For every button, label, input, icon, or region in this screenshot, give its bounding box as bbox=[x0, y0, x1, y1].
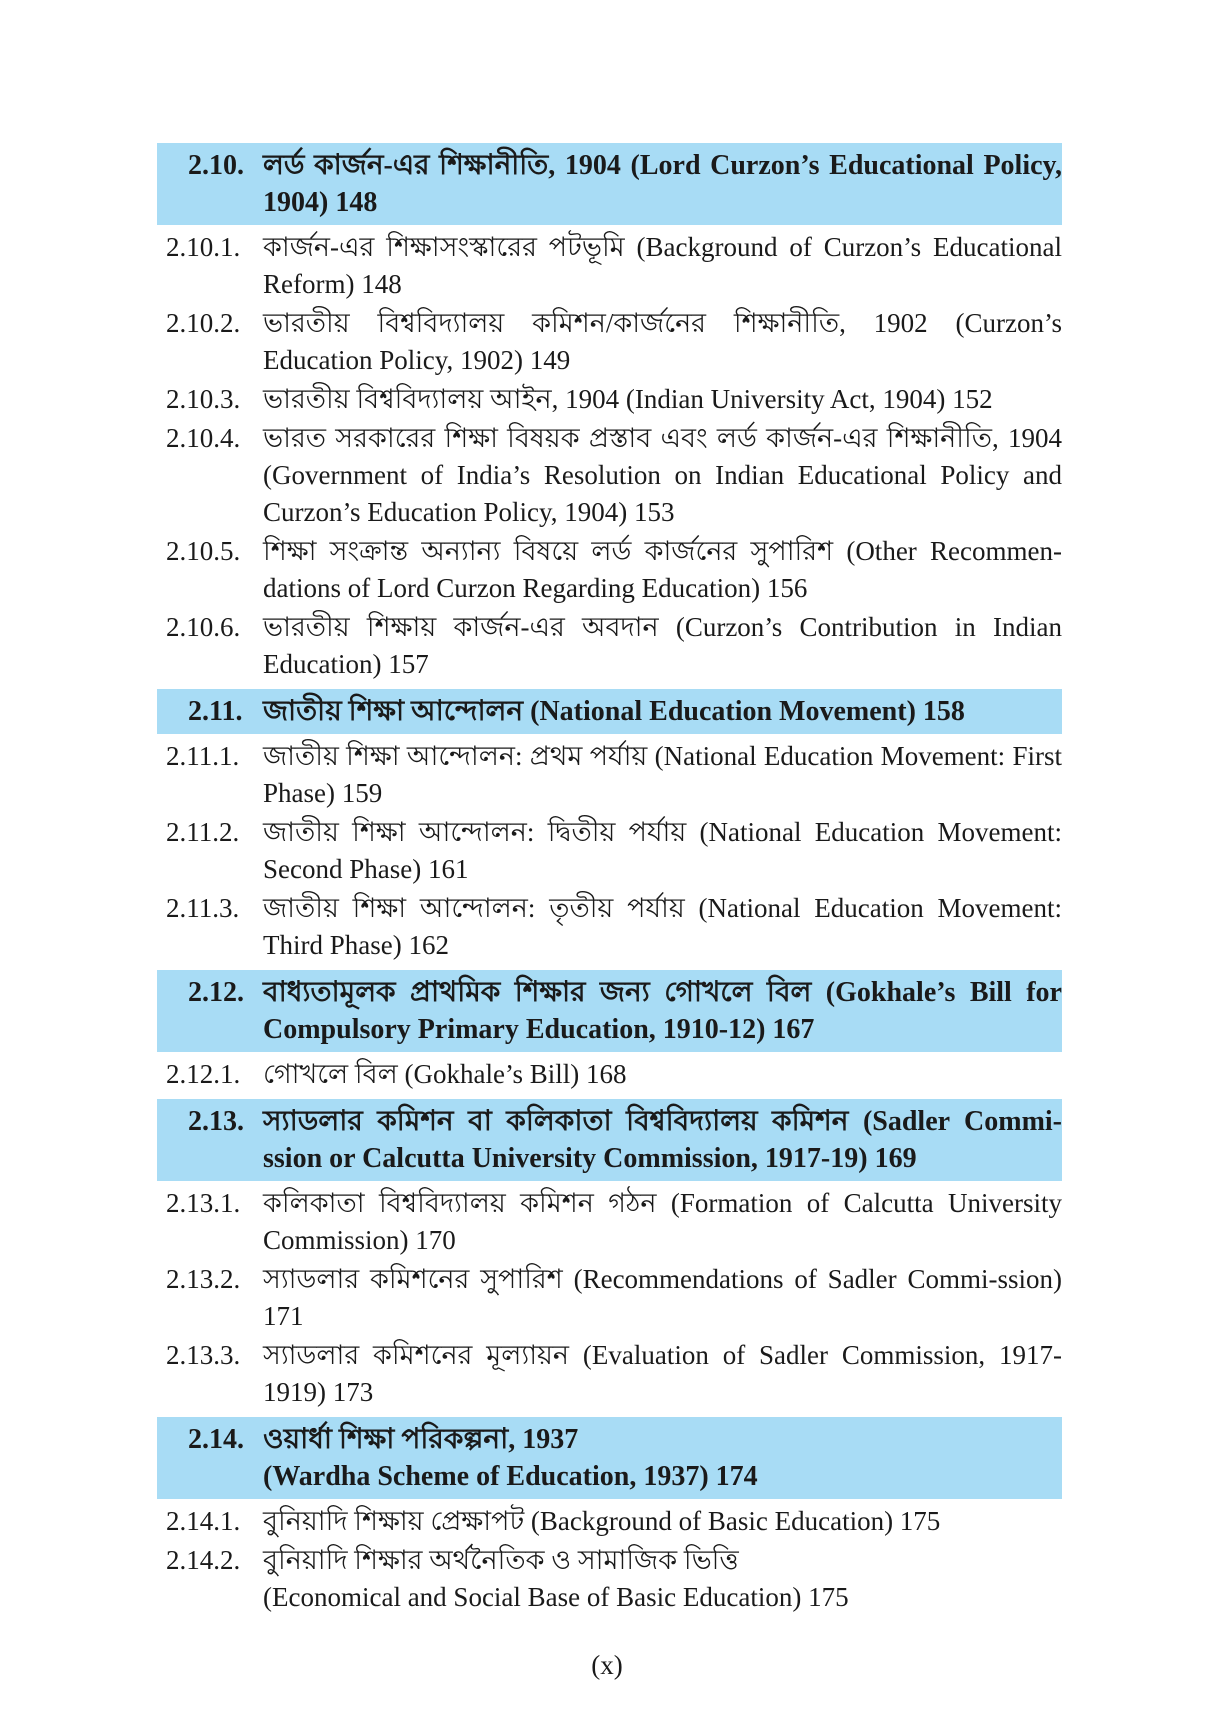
toc-entry bbox=[157, 738, 1062, 812]
entry-number: 2.13.3. bbox=[166, 1340, 241, 1370]
section-title: স্যাডলার কমিশন বা কলিকাতা বিশ্ববিদ্যালয় কমিশন (Sadler Commi-ssion or Calcutta University Commission, 1917-19) 169 bbox=[263, 1106, 1062, 1174]
toc-entry bbox=[157, 1337, 1062, 1411]
entry-title: ভারতীয় বিশ্ববিদ্যালয় কমিশন/কার্জনের শিক্ষানীতি, 1902 (Curzon’s Education Policy, 1902) 149 bbox=[263, 308, 1062, 375]
table-of-contents bbox=[157, 143, 1062, 1618]
section-title-english: (Wardha Scheme of Education, 1937) 174 bbox=[263, 1461, 758, 1492]
entry-title: জাতীয় শিক্ষা আন্দোলন: দ্বিতীয় পর্যায় (National Education Movement: Second Phase) 161 bbox=[263, 817, 1062, 884]
section-title-block bbox=[263, 1421, 1062, 1495]
entry-number: 2.11.3. bbox=[166, 893, 240, 923]
toc-entry bbox=[157, 1056, 1062, 1093]
section-title: ওয়ার্ধা শিক্ষা পরিকল্পনা, 1937 bbox=[263, 1424, 579, 1455]
entry-title: জাতীয় শিক্ষা আন্দোলন: প্রথম পর্যায় (National Education Movement: First Phase) 159 bbox=[263, 741, 1062, 808]
entry-number: 2.11.1. bbox=[166, 741, 240, 771]
page-number: (x) bbox=[591, 1650, 623, 1680]
entry-number: 2.11.2. bbox=[166, 817, 240, 847]
section-heading-2-14 bbox=[157, 1417, 1062, 1499]
entry-number: 2.10.2. bbox=[166, 308, 241, 338]
section-number: 2.10. bbox=[188, 150, 244, 181]
section-heading-2-13 bbox=[157, 1099, 1062, 1181]
entry-number: 2.14.1. bbox=[166, 1506, 241, 1536]
toc-entry bbox=[157, 533, 1062, 607]
toc-entry bbox=[157, 1542, 1062, 1616]
entry-number: 2.10.1. bbox=[166, 232, 241, 262]
entry-number: 2.13.1. bbox=[166, 1188, 241, 1218]
section-number: 2.13. bbox=[188, 1106, 244, 1137]
entry-title: বুনিয়াদি শিক্ষায় প্রেক্ষাপট (Background of Basic Education) 175 bbox=[263, 1506, 941, 1536]
toc-entry bbox=[157, 381, 1062, 418]
toc-entry bbox=[157, 229, 1062, 303]
entry-title: কলিকাতা বিশ্ববিদ্যালয় কমিশন গঠন (Formation of Calcutta University Commission) 170 bbox=[263, 1188, 1062, 1255]
section-title: জাতীয় শিক্ষা আন্দোলন (National Education Movement) 158 bbox=[263, 696, 965, 727]
entry-number: 2.10.3. bbox=[166, 384, 241, 414]
toc-entry bbox=[157, 1503, 1062, 1540]
toc-entry bbox=[157, 1185, 1062, 1259]
section-heading-2-10 bbox=[157, 143, 1062, 225]
toc-entry bbox=[157, 814, 1062, 888]
entry-title: গোখলে বিল (Gokhale’s Bill) 168 bbox=[263, 1059, 627, 1089]
toc-entry bbox=[157, 1261, 1062, 1335]
section-heading-2-12 bbox=[157, 970, 1062, 1052]
entry-title: ভারতীয় শিক্ষায় কার্জন-এর অবদান (Curzon’s Contribution in Indian Education) 157 bbox=[263, 612, 1062, 679]
entry-title: শিক্ষা সংক্রান্ত অন্যান্য বিষয়ে লর্ড কার্জনের সুপারিশ (Other Recommen-dations of Lord Curzon Regarding Education) 156 bbox=[263, 536, 1062, 603]
section-number: 2.11. bbox=[188, 696, 243, 727]
section-title: বাধ্যতামূলক প্রাথমিক শিক্ষার জন্য গোখলে বিল (Gokhale’s Bill for Compulsory Primary Education, 1910-12) 167 bbox=[263, 977, 1062, 1045]
entry-title: স্যাডলার কমিশনের সুপারিশ (Recommendations of Sadler Commi-ssion) 171 bbox=[263, 1264, 1062, 1331]
toc-entry bbox=[157, 890, 1062, 964]
entry-title: ভারত সরকারের শিক্ষা বিষয়ক প্রস্তাব এবং লর্ড কার্জন-এর শিক্ষানীতি, 1904 (Government of India’s Resolution on Indian Educational Policy and Curzon’s Education Policy, 1904) 153 bbox=[263, 423, 1062, 527]
section-heading-2-11 bbox=[157, 689, 1062, 734]
entry-number: 2.12.1. bbox=[166, 1059, 241, 1089]
entry-title: বুনিয়াদি শিক্ষার অর্থনৈতিক ও সামাজিক ভিত্তি bbox=[263, 1545, 739, 1575]
entry-title: ভারতীয় বিশ্ববিদ্যালয় আইন, 1904 (Indian University Act, 1904) 152 bbox=[263, 384, 993, 414]
toc-entry bbox=[157, 305, 1062, 379]
entry-number: 2.14.2. bbox=[166, 1545, 241, 1575]
toc-entry bbox=[157, 420, 1062, 531]
section-title: লর্ড কার্জন-এর শিক্ষানীতি, 1904 (Lord Curzon’s Educational Policy, 1904) 148 bbox=[263, 150, 1062, 218]
entry-number: 2.10.6. bbox=[166, 612, 241, 642]
entry-title: জাতীয় শিক্ষা আন্দোলন: তৃতীয় পর্যায় (National Education Movement: Third Phase) 162 bbox=[263, 893, 1062, 960]
entry-title: স্যাডলার কমিশনের মূল্যায়ন (Evaluation of Sadler Commission, 1917-1919) 173 bbox=[263, 1340, 1062, 1407]
entry-number: 2.13.2. bbox=[166, 1264, 241, 1294]
section-number: 2.12. bbox=[188, 977, 244, 1008]
entry-title-block bbox=[263, 1542, 1062, 1616]
entry-number: 2.10.5. bbox=[166, 536, 241, 566]
section-number: 2.14. bbox=[188, 1424, 244, 1455]
entry-title: কার্জন-এর শিক্ষাসংস্কারের পটভূমি (Background of Curzon’s Educational Reform) 148 bbox=[263, 232, 1062, 299]
entry-title-english: (Economical and Social Base of Basic Education) 175 bbox=[263, 1582, 849, 1612]
toc-entry bbox=[157, 609, 1062, 683]
entry-number: 2.10.4. bbox=[166, 423, 241, 453]
